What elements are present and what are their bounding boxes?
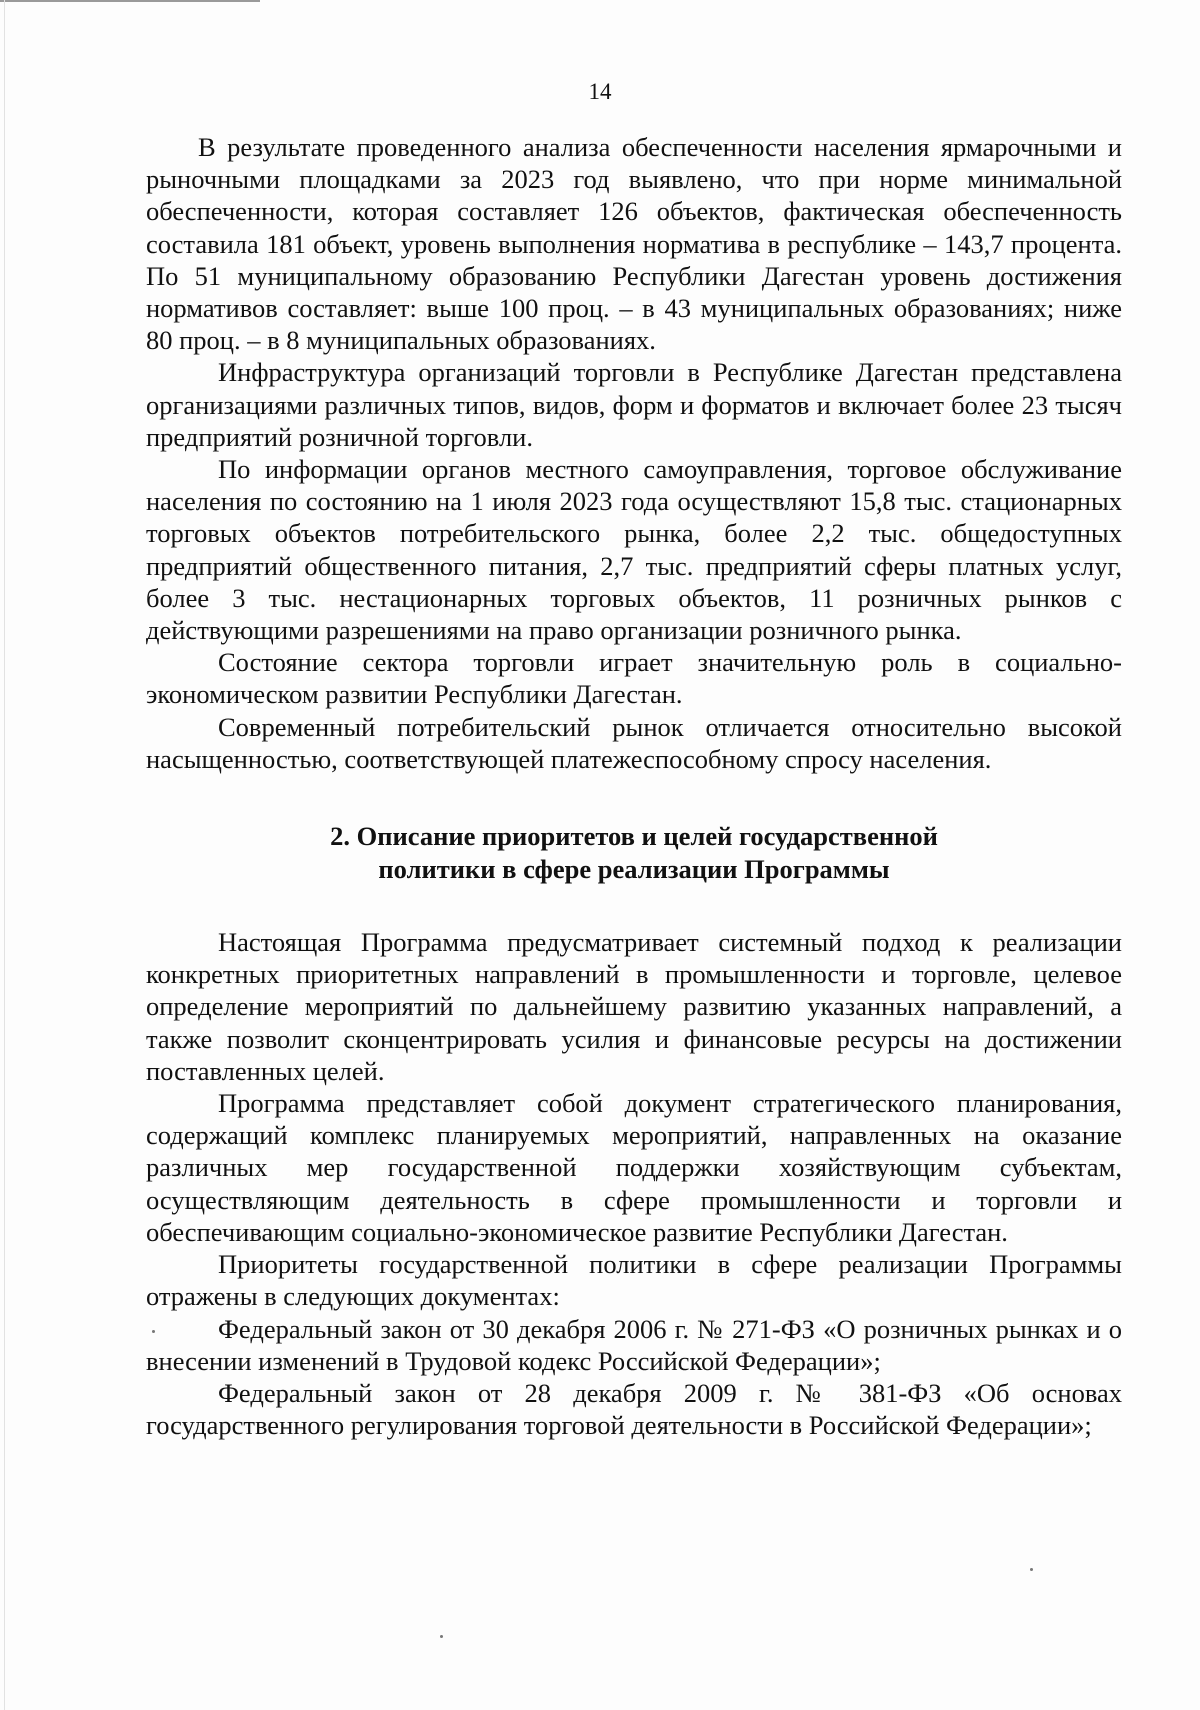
paragraph-fair-analysis: В результате проведенного анализа обеспеченности населения ярмарочными и рыночными площадками за 2023 год выявлено, что при норме минимальной обеспеченности, которая составляет 126 объектов, фактическая обеспеченность составила 181 объект, уровень выполнения норматива в республике – 143,7 процента. По 51 муниципальному образованию Республики Дагестан уровень достижения нормативов составляет: выше 100 проц. – в 43 муниципальных образованиях; ниже 80 проц. – в 8 муниципальных образованиях. bbox=[146, 132, 1122, 356]
paragraph-local-government-info: По информации органов местного самоуправления, торговое обслуживание населения по состоянию на 1 июля 2023 года осуществляют 15,8 тыс. стационарных торговых объектов потребительского рынка, более 2,2 тыс. общедоступных предприятий общественного питания, 2,7 тыс. предприятий сферы платных услуг, более 3 тыс. нестационарных торговых объектов, 11 розничных рынков с действующими разрешениями на право организации розничного рынка. bbox=[146, 454, 1122, 646]
paragraph-program-document: Программа представляет собой документ стратегического планирования, содержащий комплекс планируемых мероприятий, направленных на оказание различных мер государственной поддержки хозяйствующим субъектам, осуществляющим деятельность в сфере промышленности и торговли и обеспечивающим социально-экономическое развитие Республики Дагестан. bbox=[146, 1088, 1122, 1247]
section-heading-line-2: политики в сфере реализации Программы bbox=[378, 854, 890, 885]
section-heading bbox=[146, 820, 1122, 886]
paragraph-trade-sector-role: Состояние сектора торговли играет значительную роль в социально-экономическом развитии Республики Дагестан. bbox=[146, 647, 1122, 710]
paragraph-program-approach: Настоящая Программа предусматривает системный подход к реализации конкретных приоритетных направлений в промышленности и торговле, целевое определение мероприятий по дальнейшему развитию указанных направлений, а также позволит сконцентрировать усилия и финансовые ресурсы на достижении поставленных целей. bbox=[146, 927, 1122, 1086]
page-number: 14 bbox=[588, 79, 612, 104]
scan-speck bbox=[1030, 1568, 1033, 1571]
paragraph-law-271: Федеральный закон от 30 декабря 2006 г. № 271-ФЗ «О розничных рынках и о внесении изменений в Трудовой кодекс Российской Федерации»; bbox=[146, 1313, 1122, 1376]
paragraph-law-381: Федеральный закон от 28 декабря 2009 г. № 381-ФЗ «Об основах государственного регулирования торговой деятельности в Российской Федерации»; bbox=[146, 1377, 1122, 1441]
scan-speck bbox=[152, 1330, 155, 1333]
paragraph-trade-infrastructure: Инфраструктура организаций торговли в Республике Дагестан представлена организациями различных типов, видов, форм и форматов и включает более 23 тысяч предприятий розничной торговли. bbox=[146, 357, 1122, 452]
section-heading-line-1: 2. Описание приоритетов и целей государственной bbox=[330, 821, 938, 852]
document-body bbox=[146, 131, 1122, 1441]
scan-artifact-top bbox=[0, 0, 260, 2]
scan-speck bbox=[440, 1635, 443, 1638]
paragraph-priorities: Приоритеты государственной политики в сфере реализации Программы отражены в следующих документах: bbox=[146, 1249, 1122, 1312]
scan-artifact-left bbox=[4, 0, 5, 1710]
paragraph-consumer-market: Современный потребительский рынок отличается относительно высокой насыщенностью, соответствующей платежеспособному спросу населения. bbox=[146, 711, 1122, 774]
